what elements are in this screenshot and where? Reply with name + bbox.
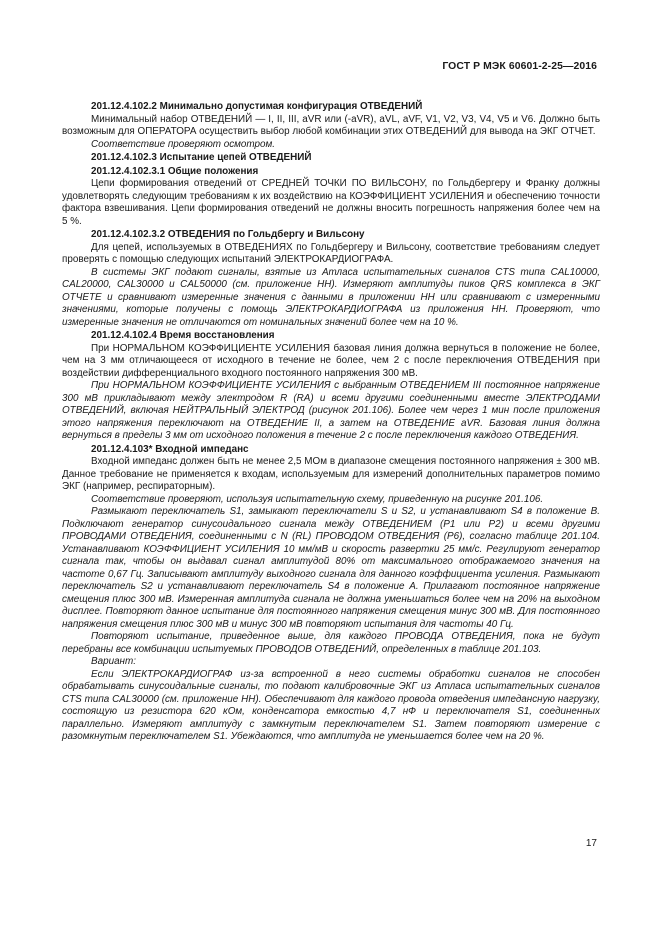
clause-heading: 201.12.4.102.4 Время восстановления <box>91 330 275 341</box>
compliance-paragraph: Повторяют испытание, приведенное выше, для каждого ПРОВОДА ОТВЕДЕНИЯ, пока не будут перебраны все комбинации испытуемых ПРОВОДОВ ОТВЕДЕНИЙ, определенных в таблице 201.103. <box>62 631 600 655</box>
compliance-paragraph: При НОРМАЛЬНОМ КОЭФФИЦИЕНТЕ УСИЛЕНИЯ с выбранным ОТВЕДЕНИЕМ III постоянное напряжение 300 мВ прикладывают между электродом R (RA) и всеми другими соединенными вместе ЭЛЕКТРОДАМИ ОТВЕДЕНИЙ, включая НЕЙТРАЛЬНЫЙ ЭЛЕКТРОД (рисунок 201.106). Более чем через 1 мин после приложения этого напряжения переключают на ОТВЕДЕНИЕ II, а затем на ОТВЕДЕНИЕ aVR. Базовая линия должна вернуться в пределы 3 мм от исходного положения в течение 2 с после переключения каждого ОТВЕДЕНИЯ. <box>62 380 600 441</box>
compliance-paragraph: Размыкают переключатель S1, замыкают переключатели S и S2, и устанавливают S4 в положение B. Подключают генератор синусоидального сигнала между ОТВЕДЕНИЕМ (P1 или P2) и всеми другими ПРОВОДАМИ ОТВЕДЕНИЯ, соединенными с N (RL) ПРОВОДОМ ОТВЕДЕНИЯ (P6), согласно таблице 201.104. Устанавливают КОЭФФИЦИЕНТ УСИЛЕНИЯ 10 мм/мВ и скорость развертки 25 мм/с. Регулируют генератор сигнала так, чтобы он выдавал сигнал амплитудой 80% от максимального отображаемого значения на частоте 0,67 Гц. Записывают амплитуду выходного сигнала для данного коэффициента усиления. Размыкают переключатель S2 и устанавливают переключатель S4 в положение A. Прилагают постоянное напряжение смещения плюс 300 мВ. Измеренная амплитуда сигнала не должна уменьшаться более чем на 20% на выходном дисплее. Повторяют данное испытание для постоянного напряжения смещения минус 300 мВ. Для постоянного напряжения смещения плюс 300 мВ и минус 300 мВ повторяют испытания для частоты 40 Гц. <box>62 506 600 630</box>
standard-header: ГОСТ Р МЭК 60601-2-25—2016 <box>442 61 597 72</box>
compliance-paragraph: Соответствие проверяют, используя испытательную схему, приведенную на рисунке 201.106. <box>91 493 544 505</box>
body-paragraph: При НОРМАЛЬНОМ КОЭФФИЦИЕНТЕ УСИЛЕНИЯ базовая линия должна вернуться в положение не более, чем на 3 мм отличающееся от исходного в течение не более, чем 2 с после переключения ОТВЕДЕНИЯ при воздействии дифференциального входного постоянного напряжения 300 мВ. <box>62 342 600 379</box>
body-paragraph: Входной импеданс должен быть не менее 2,5 МОм в диапазоне смещения постоянного напряжения ± 300 мВ. Данное требование не применяется к входам, используемым для измерений дополнительных параметров помимо ЭКГ (например, респираторным). <box>62 456 600 492</box>
clause-heading: 201.12.4.102.2 Минимально допустимая конфигурация ОТВЕДЕНИЙ <box>91 101 423 112</box>
document-body <box>62 100 600 744</box>
compliance-paragraph: Соответствие проверяют осмотром. <box>91 138 276 150</box>
clause-heading: 201.12.4.103* Входной импеданс <box>91 443 249 455</box>
compliance-paragraph: В системы ЭКГ подают сигналы, взятые из Атласа испытательных сигналов CTS типа CAL10000, CAL20000, CAL30000 и CAL50000 (см. приложение НН). Измеряют амплитуды пиков QRS комплекса в ЭКГ ОТЧЕТЕ и сравнивают измеренные значения с данными в приложении НН или сравнивают с измеренными значениями, которые получены с помощь ЭЛЕКТРОКАРДИОГРАФА из приложения НН. Проверяют, что измеренные значения не отличаются от номинальных значений более чем на 10 %. <box>62 266 600 328</box>
clause-heading: 201.12.4.102.3.2 ОТВЕДЕНИЯ по Гольдбергу и Вильсону <box>91 229 365 240</box>
compliance-paragraph: Вариант: <box>91 656 136 667</box>
body-paragraph: Минимальный набор ОТВЕДЕНИЙ — I, II, III, aVR или (-aVR), aVL, aVF, V1, V2, V3, V4, V5 и V6. Должно быть возможным для ОПЕРАТОРА осуществить выбор любой комбинации этих ОТВЕДЕНИЙ для вывода на ЭКГ ОТЧЕТ. <box>62 113 600 137</box>
body-paragraph: Цепи формирования отведений от СРЕДНЕЙ ТОЧКИ ПО ВИЛЬСОНУ, по Гольдбергеру и Франку должны удовлетворять следующим требованиям к их воздействию на КОЭФФИЦИЕНТ УСИЛЕНИЯ и обеспечению точности фактора взвешивания. Цепи формирования отведений не должны вносить погрешность напряжения более чем на 5 %. <box>62 178 600 227</box>
clause-heading: 201.12.4.102.3.1 Общие положения <box>91 165 259 177</box>
body-paragraph: Для цепей, используемых в ОТВЕДЕНИЯХ по Гольдбергеру и Вильсону, соответствие требованиям следует проверять с помощью следующих испытаний ЭЛЕКТРОКАРДИОГРАФА. <box>62 241 600 265</box>
page-number: 17 <box>585 838 597 849</box>
compliance-paragraph: Если ЭЛЕКТРОКАРДИОГРАФ из-за встроенной в него системы обработки сигналов не способен обрабатывать синусоидальные сигналы, то подают калибровочные ЭКГ из Атласа испытательных сигналов CTS типа CAL30000 (см. приложение НН). Обеспечивают для каждого провода отведения импедансную нагрузку, состоящую из резистора 620 кОм, конденсатора емкостью 4,7 нФ и переключателя S1, соединенных параллельно. Измеряют амплитуду с замкнутым переключателем S1. Затем повторяют измерение с разомкнутым переключателем S1. Убеждаются, что амплитуда не уменьшается более чем на 20 %. <box>62 668 600 742</box>
clause-heading: 201.12.4.102.3 Испытание цепей ОТВЕДЕНИЙ <box>91 152 312 163</box>
